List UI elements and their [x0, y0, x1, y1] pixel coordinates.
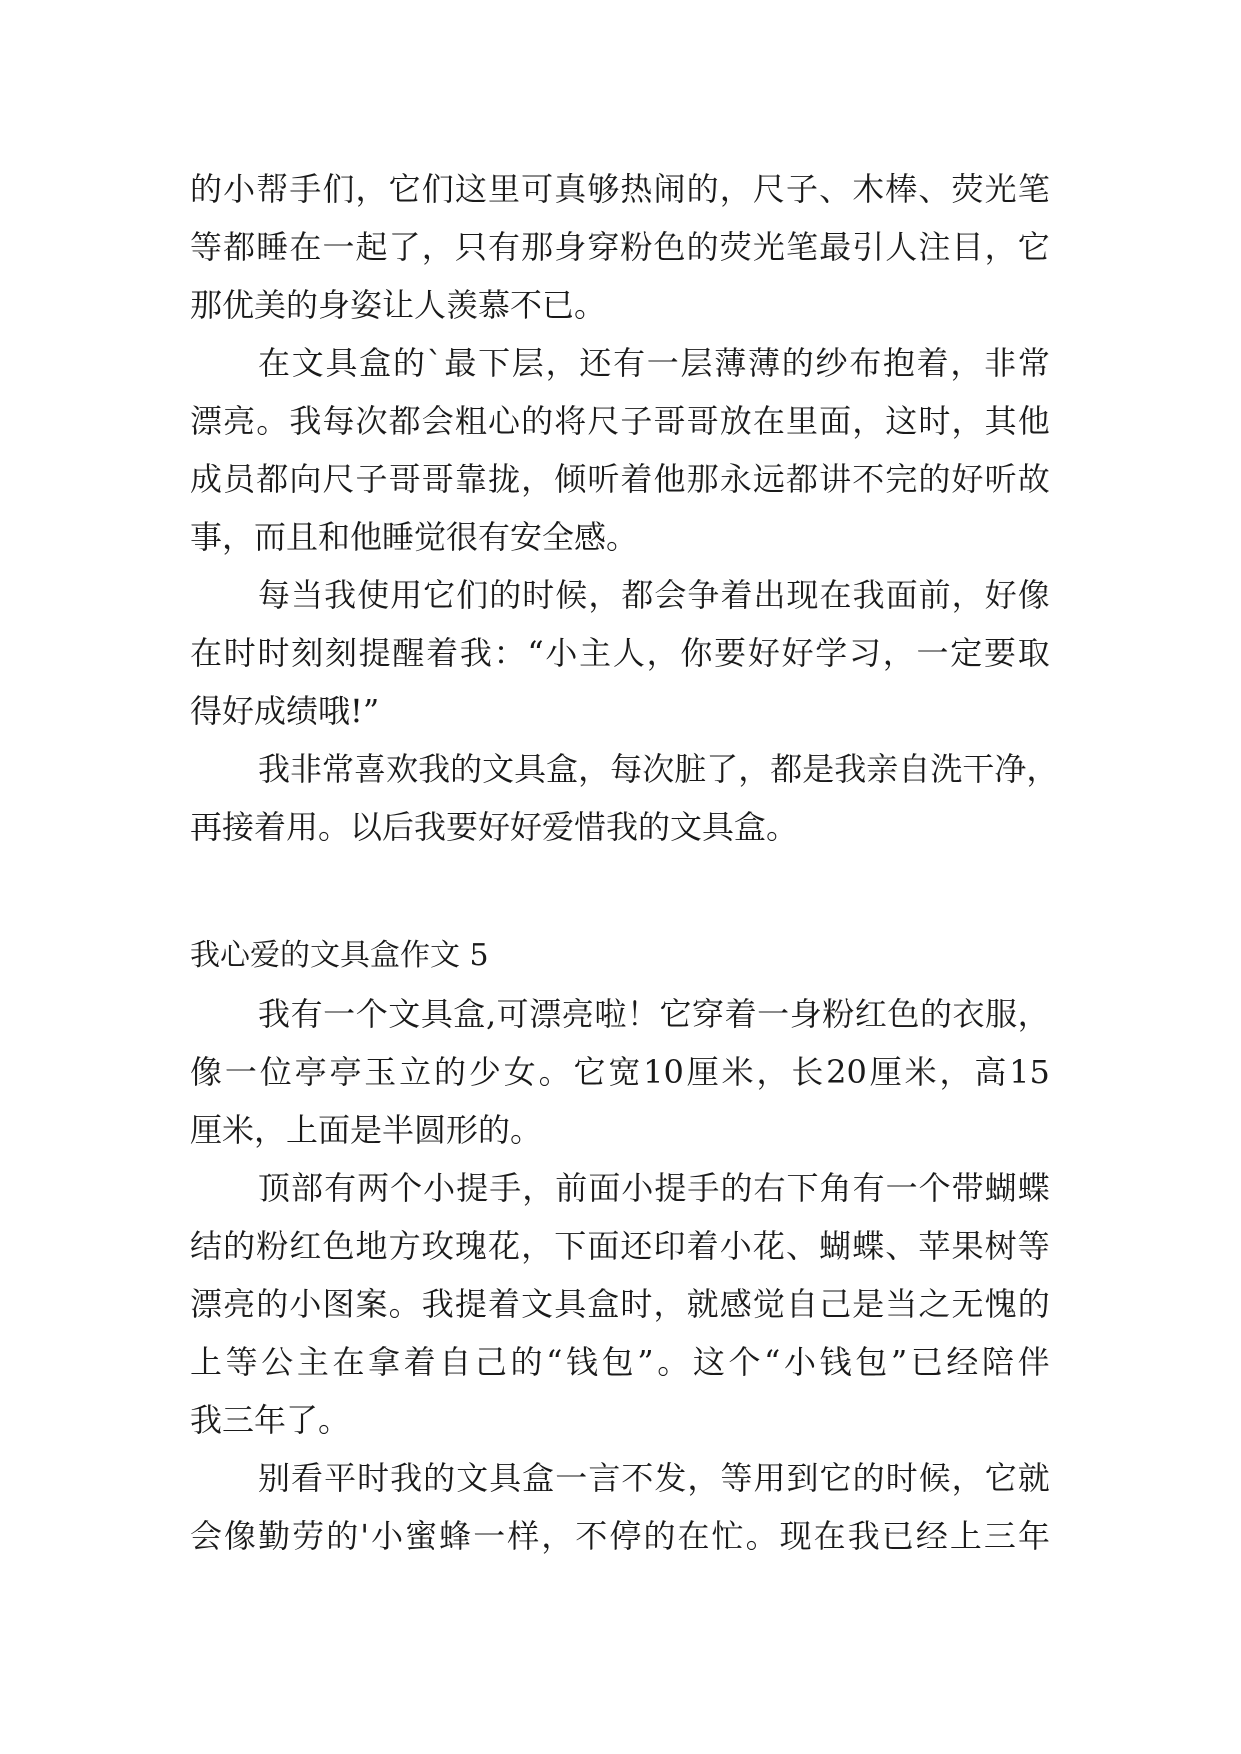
paragraph [190, 985, 1050, 1159]
text-line: 等 都 睡 在 一 起 了 ， 只 有 那 身 穿 粉 色 的 荧 光 笔 最 引 人 注 目 ， 它 [190, 228, 1050, 266]
text-line: 我 非 常 喜 欢 我 的 文 具 盒 ， 每 次 脏 了 ， 都 是 我 亲 自 洗 干 净 ， [258, 750, 1059, 788]
section-heading: 我心爱的文具盒作文 5 [190, 938, 489, 973]
paragraph [190, 566, 1050, 740]
text-line: 我三年了。 [190, 1401, 351, 1439]
section-gap [190, 856, 1050, 927]
text-line: 像 一 位 亭 亭 玉 立 的 少 女 。 它 宽 10 厘 米 ， 长 20 厘 米 ， 高 15 [190, 1053, 1050, 1091]
text-line: 结 的 粉 红 色 地 方 玫 瑰 花 ， 下 面 还 印 着 小 花 、 蝴 蝶 、 苹 果 树 等 [190, 1227, 1050, 1265]
text-line: 得好成绩哦!” [190, 692, 380, 730]
text-line: 厘米，上面是半圆形的。 [190, 1111, 543, 1149]
text-line: 再接着用。以后我要好好爱惜我的文具盒。 [190, 808, 799, 846]
text-line: 在 时 时 刻 刻 提 醒 着 我 ： “ 小 主 人 ， 你 要 好 好 学 习 ， 一 定 要 取 [190, 634, 1050, 672]
text-line: 顶 部 有 两 个 小 提 手 ， 前 面 小 提 手 的 右 下 角 有 一 个 带 蝴 蝶 [258, 1169, 1050, 1207]
paragraph [190, 740, 1059, 856]
text-line: 我 有 一 个 文 具 盒 , 可 漂 亮 啦 ！ 它 穿 着 一 身 粉 红 色 的 衣 服 ， [258, 995, 1050, 1033]
text-line: 成 员 都 向 尺 子 哥 哥 靠 拢 ， 倾 听 着 他 那 永 远 都 讲 不 完 的 好 听 故 [190, 460, 1050, 498]
text-line: 那优美的身姿让人羡慕不已。 [190, 286, 607, 324]
text-line: 的 小 帮 手 们 ， 它 们 这 里 可 真 够 热 闹 的 ， 尺 子 、 木 棒 、 荧 光 笔 [190, 170, 1050, 208]
text-line: 漂 亮 的 小 图 案 。 我 提 着 文 具 盒 时 ， 就 感 觉 自 己 是 当 之 无 愧 的 [190, 1285, 1050, 1323]
paragraph [190, 1449, 1050, 1565]
document-page [190, 160, 1059, 1565]
text-line: 会 像 勤 劳 的 ' 小 蜜 蜂 一 样 ， 不 停 的 在 忙 。 现 在 我 已 经 上 三 年 [190, 1517, 1050, 1555]
text-line: 上 等 公 主 在 拿 着 自 己 的 “ 钱 包 ” 。 这 个 “ 小 钱 包 ” 已 经 陪 伴 [190, 1343, 1050, 1381]
text-line: 在 文 具 盒 的 ` 最 下 层 ， 还 有 一 层 薄 薄 的 纱 布 抱 着 ， 非 常 [258, 344, 1050, 382]
paragraph [190, 1159, 1050, 1449]
paragraph [190, 334, 1050, 566]
paragraph [190, 160, 1050, 334]
text-line: 事，而且和他睡觉很有安全感。 [190, 518, 639, 556]
text-line: 别 看 平 时 我 的 文 具 盒 一 言 不 发 ， 等 用 到 它 的 时 候 ， 它 就 [258, 1459, 1050, 1497]
text-line: 漂 亮 。 我 每 次 都 会 粗 心 的 将 尺 子 哥 哥 放 在 里 面 ， 这 时 ， 其 他 [190, 402, 1050, 440]
text-line: 每 当 我 使 用 它 们 的 时 候 ， 都 会 争 着 出 现 在 我 面 前 ， 好 像 [258, 576, 1050, 614]
